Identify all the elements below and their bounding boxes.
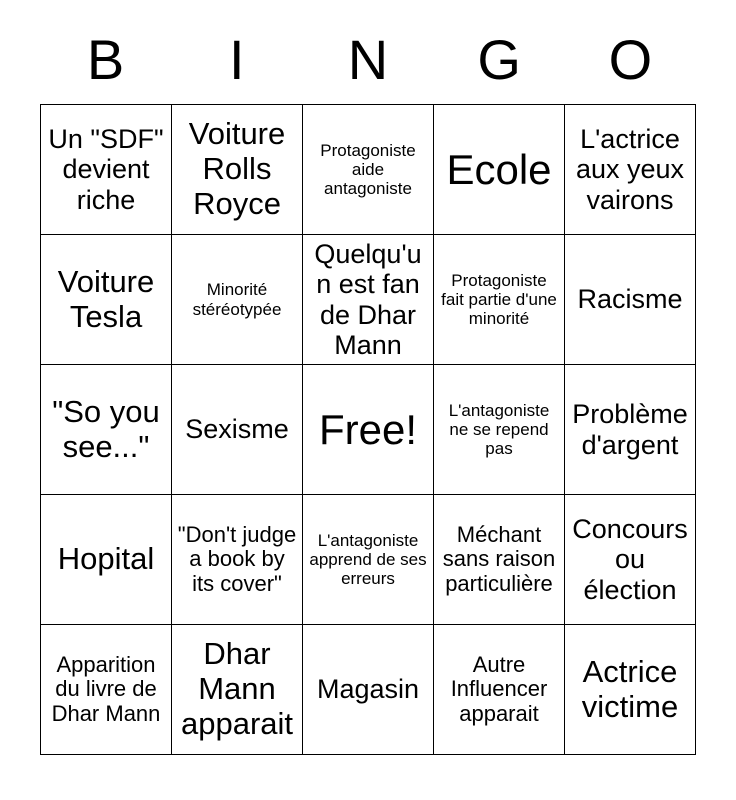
bingo-cell[interactable]: Problème d'argent (565, 365, 696, 495)
bingo-header (40, 0, 696, 96)
bingo-cell[interactable]: Autre Influencer apparait (434, 625, 565, 755)
bingo-row (41, 365, 696, 495)
bingo-row (41, 495, 696, 625)
bingo-cell[interactable]: Magasin (303, 625, 434, 755)
bingo-cell-free[interactable]: Free! (303, 365, 434, 495)
bingo-cell[interactable]: Ecole (434, 105, 565, 235)
bingo-cell[interactable]: Hopital (41, 495, 172, 625)
bingo-row (41, 625, 696, 755)
bingo-cell[interactable]: Un "SDF" devient riche (41, 105, 172, 235)
bingo-cell[interactable]: Voiture Rolls Royce (172, 105, 303, 235)
bingo-cell[interactable]: Apparition du livre de Dhar Mann (41, 625, 172, 755)
header-letter-b: B (86, 28, 125, 91)
header-letter-i: I (229, 28, 245, 91)
bingo-cell[interactable]: Actrice victime (565, 625, 696, 755)
bingo-cell[interactable]: "So you see..." (41, 365, 172, 495)
bingo-cell[interactable]: Voiture Tesla (41, 235, 172, 365)
bingo-cell[interactable]: Protagoniste aide antagoniste (303, 105, 434, 235)
bingo-cell[interactable]: Minorité stéréotypée (172, 235, 303, 365)
header-letter-g: G (477, 28, 521, 91)
bingo-cell[interactable]: Racisme (565, 235, 696, 365)
bingo-row (41, 105, 696, 235)
bingo-cell[interactable]: Concours ou élection (565, 495, 696, 625)
bingo-cell[interactable]: Quelqu'un est fan de Dhar Mann (303, 235, 434, 365)
header-letter-n: N (347, 28, 389, 91)
bingo-row (41, 235, 696, 365)
bingo-cell[interactable]: Dhar Mann apparait (172, 625, 303, 755)
bingo-cell[interactable]: L'actrice aux yeux vairons (565, 105, 696, 235)
bingo-cell[interactable]: "Don't judge a book by its cover" (172, 495, 303, 625)
bingo-cell[interactable]: L'antagoniste ne se repend pas (434, 365, 565, 495)
header-letter-o: O (608, 28, 653, 91)
bingo-cell[interactable]: Méchant sans raison particulière (434, 495, 565, 625)
bingo-cell[interactable]: Sexisme (172, 365, 303, 495)
bingo-cell[interactable]: Protagoniste fait partie d'une minorité (434, 235, 565, 365)
bingo-grid (40, 104, 696, 755)
bingo-cell[interactable]: L'antagoniste apprend de ses erreurs (303, 495, 434, 625)
